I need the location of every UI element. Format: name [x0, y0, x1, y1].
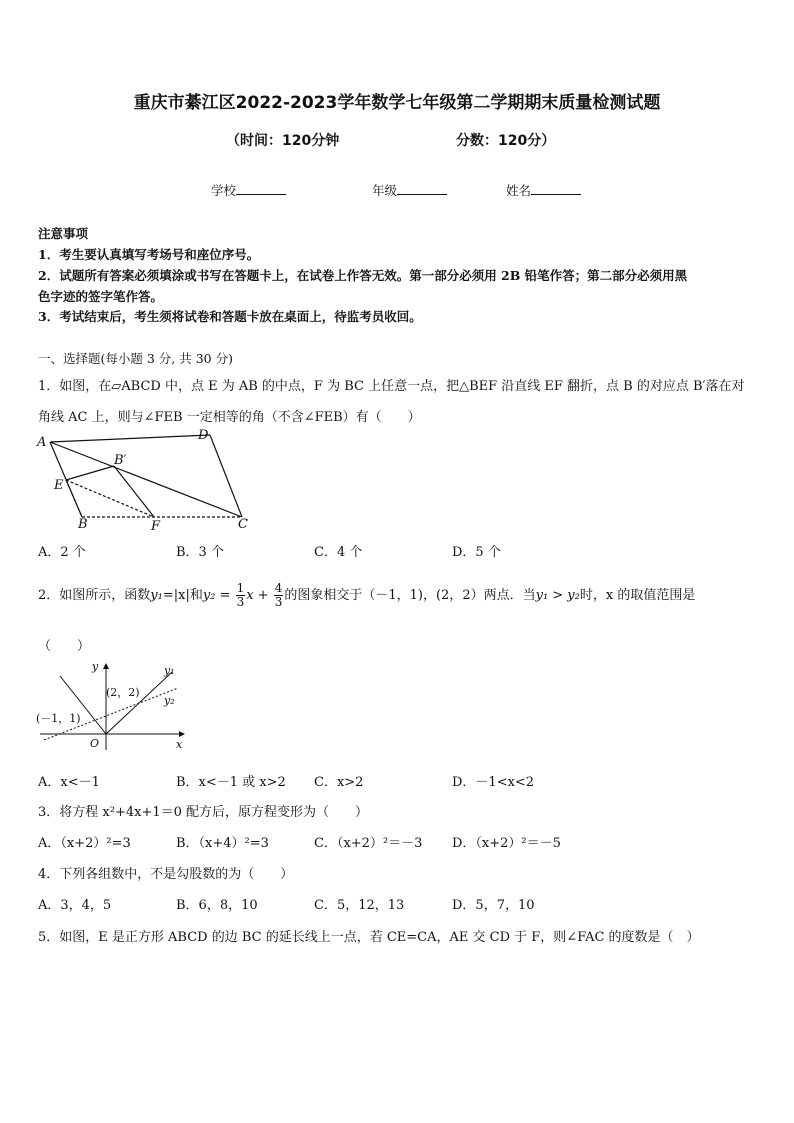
- q2-option-c: C．x>2: [314, 775, 364, 790]
- total-score: 分数：120分）: [456, 133, 556, 149]
- school-label: 学校: [211, 183, 237, 198]
- school-field: [211, 181, 286, 199]
- name-label: 姓名: [506, 183, 532, 198]
- parallelogram-figure: [30, 425, 260, 535]
- q3-option-c: C．（x+2）²＝－3: [314, 836, 423, 851]
- diagonal-ac: [50, 442, 242, 517]
- question-4: 4．下列各组数中，不是勾股数的为（ ）: [38, 867, 294, 882]
- note-item: 2．试题所有答案必须填涂或书写在答题卡上，在试卷上作答无效。第一部分必须用 2B 铅笔作答；第二部分必须用黑: [38, 268, 688, 283]
- name-blank: [531, 182, 581, 195]
- function-graph-figure: [34, 658, 194, 754]
- edge-ad: [50, 435, 210, 442]
- q2-option-d: D．－1<x<2: [452, 775, 535, 790]
- q2-prefix: 2．如图所示，函数: [38, 588, 151, 603]
- q3-option-d: D．（x+2）²＝－5: [452, 836, 561, 851]
- grade-blank: [397, 182, 447, 195]
- segment-eb1: [66, 466, 114, 480]
- label-e: E: [54, 478, 64, 493]
- label-y2: y₂: [164, 694, 175, 707]
- q4-option-c: C．5，12，13: [314, 898, 405, 913]
- time-limit: （时间：120分钟: [226, 133, 340, 149]
- q4-option-b: B．6，8，10: [176, 898, 258, 913]
- q2-suffix: 时，x 的取值范围是: [579, 588, 696, 603]
- label-d: D: [198, 428, 209, 443]
- label-origin: O: [90, 737, 100, 750]
- label-b-prime: B′: [114, 453, 127, 468]
- q3-option-b: B．（x+4）²=3: [176, 836, 269, 851]
- q2-eq1: =|x|和: [162, 588, 203, 603]
- grade-label: 年级: [372, 183, 398, 198]
- school-blank: [236, 182, 286, 195]
- label-point-2-2: (2，2): [106, 686, 140, 699]
- label-point-neg1-1: (－1，1): [36, 712, 81, 725]
- q4-option-d: D．5，7，10: [452, 898, 535, 913]
- question-3: 3．将方程 x²+4x+1＝0 配方后，原方程变形为（ ）: [38, 805, 369, 820]
- segment-b1f: [114, 466, 154, 517]
- label-y: y: [92, 660, 99, 673]
- label-y1: y₁: [164, 664, 175, 677]
- q1-option-c: C．4 个: [314, 545, 363, 560]
- note-item: 1．考生要认真填写考场号和座位序号。: [38, 247, 260, 262]
- question-1-line-2: 角线 AC 上，则与∠FEB 一定相等的角（不含∠FEB）有（ ）: [38, 410, 421, 425]
- q4-option-a: A．3，4，5: [38, 898, 112, 913]
- q2-middle: 的图象相交于（－1，1)，(2，2）两点．当: [284, 588, 536, 603]
- q3-option-a: A．（x+2）²=3: [38, 836, 131, 851]
- question-1-line-1: 1．如图，在▱ABCD 中，点 E 为 AB 的中点，F 为 BC 上任意一点，把△BEF 沿直线 EF 翻折，点 B 的对应点 B′落在对: [38, 379, 745, 394]
- label-b: B: [78, 517, 88, 532]
- q2-y2: y₂: [202, 588, 216, 603]
- q1-option-a: A．2 个: [38, 545, 86, 560]
- q1-option-b: B．3 个: [176, 545, 224, 560]
- notes-heading: 注意事项: [38, 226, 89, 241]
- fraction-four-thirds: $\frac{4}{3}$: [274, 581, 283, 609]
- label-x: x: [176, 738, 183, 751]
- question-5: 5．如图，E 是正方形 ABCD 的边 BC 的延长线上一点，若 CE=CA，AE 交 CD 于 F，则∠FAC 的度数是（ ）: [38, 930, 700, 945]
- question-2-line-2: （ ）: [38, 639, 91, 654]
- note-item: 3．考试结束后，考生须将试卷和答题卡放在桌面上，待监考员收回。: [38, 309, 422, 324]
- note-item: 色字迹的签字笔作答。: [38, 289, 164, 304]
- q2-eq2: =: [219, 588, 231, 603]
- name-field: [506, 181, 581, 199]
- q2-y1: y₁: [150, 588, 163, 603]
- label-c: C: [238, 517, 248, 532]
- q2-option-a: A．x<－1: [38, 775, 100, 790]
- label-f: F: [151, 519, 161, 534]
- edge-dc: [210, 435, 242, 517]
- q1-option-d: D．5 个: [452, 545, 501, 560]
- question-2-line-1: [38, 581, 695, 611]
- q2-x-term: x +: [246, 588, 269, 603]
- q2-option-b: B．x<－1 或 x>2: [176, 775, 286, 790]
- section-title: 一、选择题(每小题 3 分, 共 30 分): [38, 351, 233, 366]
- fraction-one-third: $\frac{1}{3}$: [236, 581, 245, 609]
- grade-field: [372, 181, 447, 199]
- page-title: 重庆市綦江区2022-2023学年数学七年级第二学期期末质量检测试题: [133, 93, 661, 113]
- q2-compare: y₁ > y₂: [535, 588, 580, 603]
- label-a: A: [37, 435, 47, 450]
